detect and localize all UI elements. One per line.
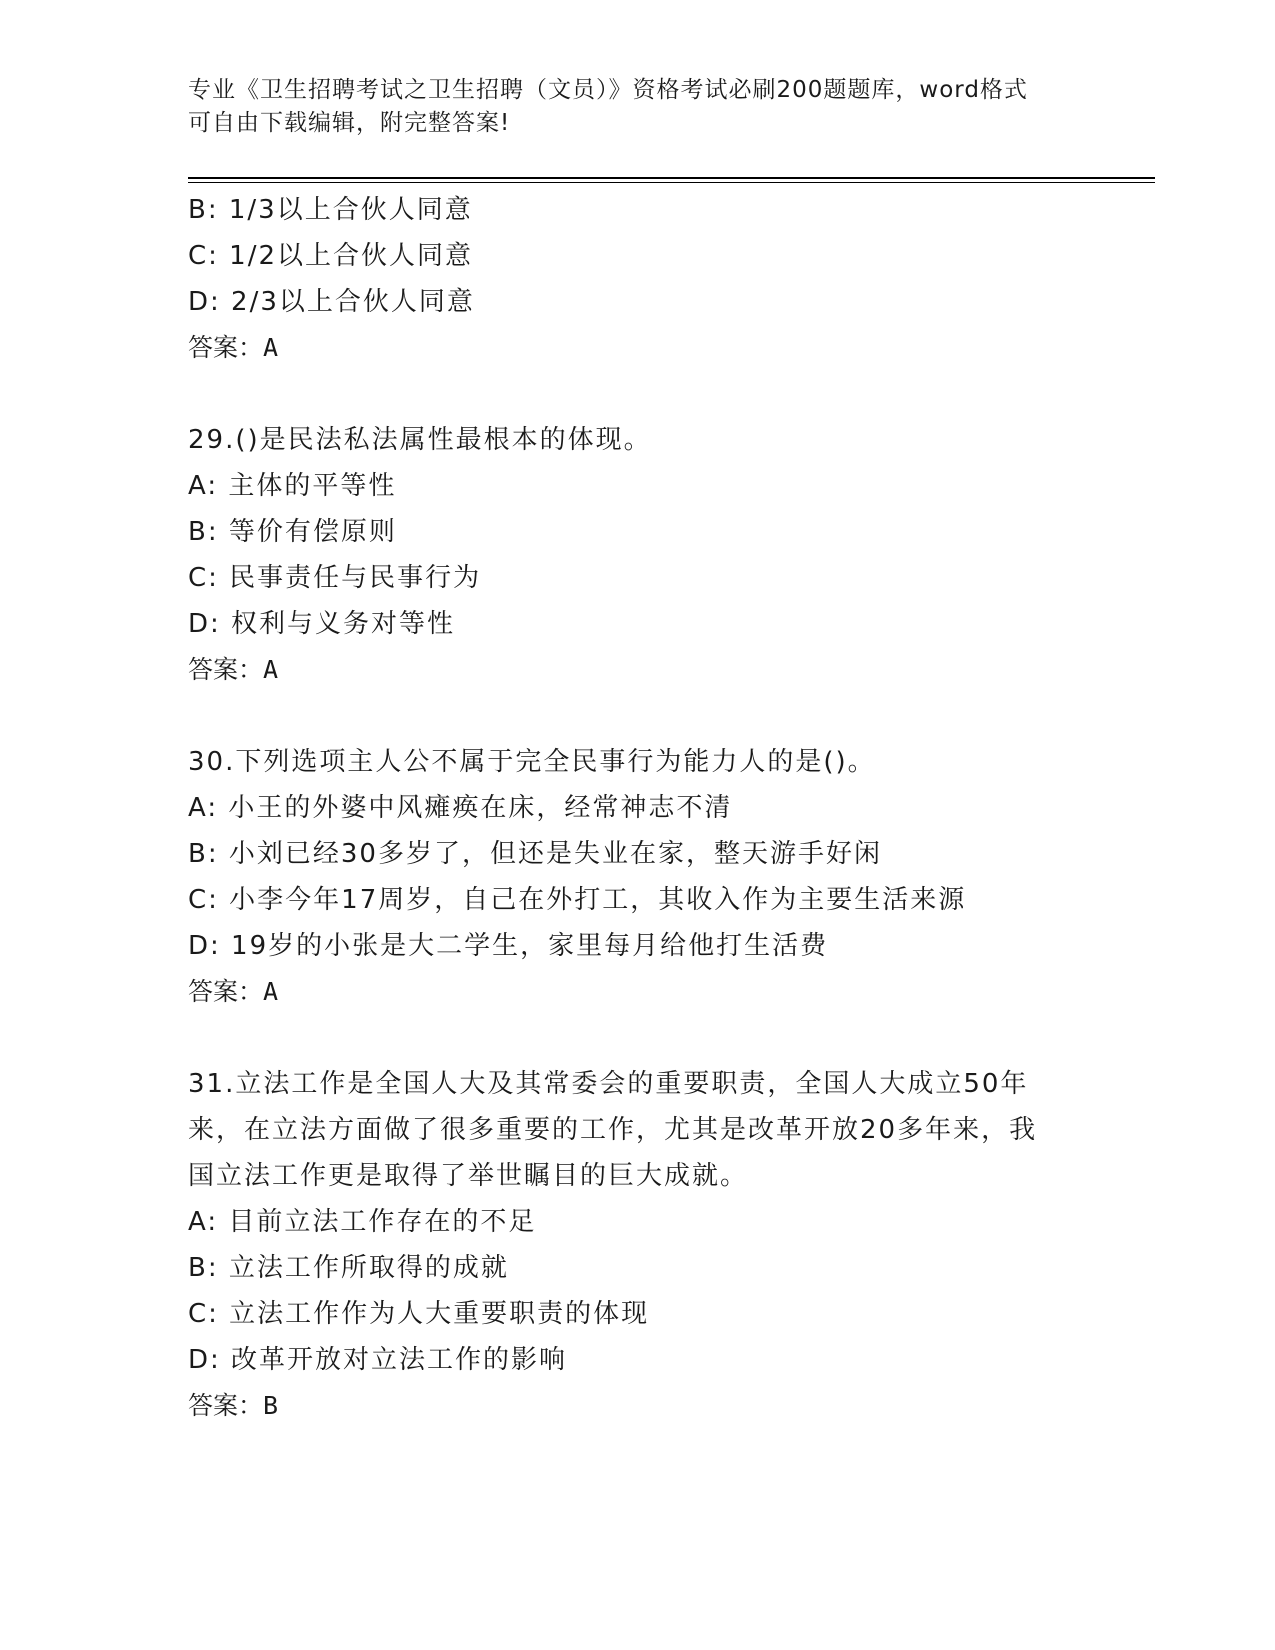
- option-c: C: 1/2以上合伙人同意: [188, 241, 474, 271]
- header-rule-thick: [188, 177, 1155, 179]
- question-stem-line: 国立法工作更是取得了举世瞩目的巨大成就。: [188, 1161, 749, 1191]
- option-d: D: 19岁的小张是大二学生，家里每月给他打生活费: [188, 931, 829, 961]
- header-line-1: 专业《卫生招聘考试之卫生招聘（文员）》资格考试必刷200题题库，word格式: [188, 77, 1028, 103]
- option-b: B: 立法工作所取得的成就: [188, 1253, 509, 1283]
- answer: 答案：B: [188, 1391, 279, 1420]
- spacer: [188, 371, 1088, 417]
- question-29: [188, 417, 1088, 693]
- option-a: A: 主体的平等性: [188, 471, 397, 501]
- question-31: [188, 1061, 1088, 1429]
- question-stem: 30.下列选项主人公不属于完全民事行为能力人的是()。: [188, 747, 876, 777]
- header-line-2: 可自由下载编辑，附完整答案!: [188, 110, 511, 136]
- document-header: [188, 74, 1088, 140]
- option-b: B: 1/3以上合伙人同意: [188, 195, 473, 225]
- question-stem-line: 来，在立法方面做了很多重要的工作，尤其是改革开放20多年来，我: [188, 1115, 1038, 1145]
- option-a: A: 小王的外婆中风瘫痪在床，经常神志不清: [188, 793, 733, 823]
- question-stem-line: 31.立法工作是全国人大及其常委会的重要职责，全国人大成立50年: [188, 1069, 1029, 1099]
- option-d: D: 改革开放对立法工作的影响: [188, 1345, 568, 1375]
- question-28-partial: [188, 187, 1088, 371]
- spacer: [188, 693, 1088, 739]
- question-30: [188, 739, 1088, 1015]
- header-rule-thin: [188, 182, 1155, 183]
- option-c: C: 小李今年17周岁，自己在外打工，其收入作为主要生活来源: [188, 885, 967, 915]
- option-a: A: 目前立法工作存在的不足: [188, 1207, 537, 1237]
- answer: 答案：A: [188, 333, 279, 362]
- question-stem: 29.()是民法私法属性最根本的体现。: [188, 425, 652, 455]
- question-stem: [188, 1061, 1088, 1199]
- option-b: B: 小刘已经30多岁了，但还是失业在家，整天游手好闲: [188, 839, 882, 869]
- question-list: [188, 187, 1088, 1429]
- answer: 答案：A: [188, 977, 279, 1006]
- option-b: B: 等价有偿原则: [188, 517, 397, 547]
- spacer: [188, 1015, 1088, 1061]
- option-c: C: 民事责任与民事行为: [188, 563, 482, 593]
- option-d: D: 2/3以上合伙人同意: [188, 287, 475, 317]
- answer: 答案：A: [188, 655, 279, 684]
- option-d: D: 权利与义务对等性: [188, 609, 456, 639]
- option-c: C: 立法工作作为人大重要职责的体现: [188, 1299, 650, 1329]
